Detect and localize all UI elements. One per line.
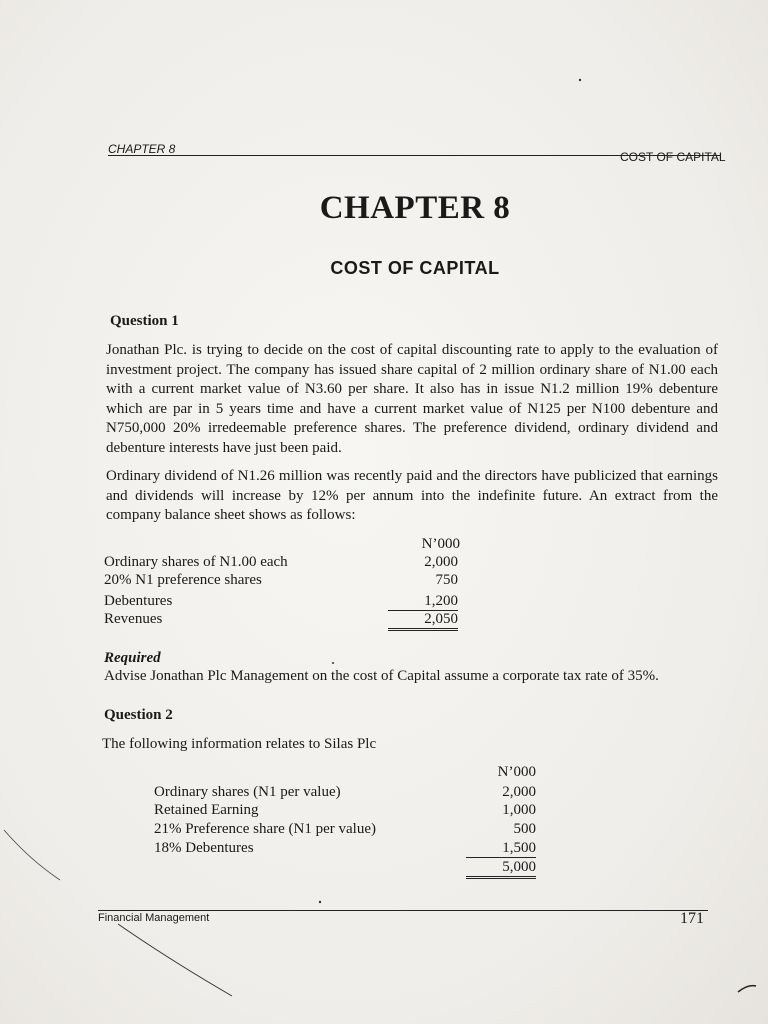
chapter-title: CHAPTER 8	[319, 190, 511, 226]
q2-row-value: 1,000	[502, 802, 536, 818]
q1-unit-header: N’000	[421, 536, 460, 552]
q2-total-value: 5,000	[466, 859, 536, 879]
q1-row-value: 750	[435, 572, 458, 588]
running-header-left: CHAPTER 8	[108, 142, 176, 156]
q1-row-value: 2,000	[424, 554, 458, 570]
required-heading: Required	[104, 650, 161, 666]
chapter-subtitle: COST OF CAPITAL	[330, 258, 500, 278]
required-instruction: Advise Jonathan Plc Management on the cost of Capital assume a corporate tax rate of 35%.	[104, 668, 659, 684]
q2-row-label: Retained Earning	[154, 802, 259, 818]
q2-unit-header: N’000	[497, 764, 536, 780]
page-number: 171	[680, 910, 704, 927]
q1-row-label: Debentures	[104, 593, 173, 609]
question-1-paragraph-1: Jonathan Plc. is trying to decide on the cost of capital discounting rate to apply to the evaluation of investment project. The company has issued share capital of 2 million ordinary share of N1.00 each with a current market value of N3.60 per share. It also has in issue N1.2 million 19% debenture which are par in 5 years time and have a current market value of N125 per N100 debenture and N750,000 20% irredeemable preference shares. The preference dividend, ordinary dividend and debenture interests have just been paid.	[106, 342, 718, 456]
q1-row-label: Revenues	[104, 611, 163, 627]
question-1-paragraph-2: Ordinary dividend of N1.26 million was recently paid and the directors have publicized that earnings and dividends will increase by 12% per annum into the indefinite future. An extract from the company balance sheet shows as follows:	[106, 468, 718, 523]
q2-row-label: 21% Preference share (N1 per value)	[154, 821, 376, 837]
q1-row-value: 2,050	[388, 611, 458, 631]
footer-book-title: Financial Management	[98, 912, 210, 924]
q1-row-label: Ordinary shares of N1.00 each	[104, 554, 288, 570]
running-header-right: COST OF CAPITAL	[620, 150, 726, 164]
q2-row-value: 2,000	[502, 784, 536, 800]
q2-row-label: Ordinary shares (N1 per value)	[154, 784, 341, 800]
q1-row-value: 1,200	[388, 593, 458, 611]
q2-row-value: 500	[513, 821, 536, 837]
q1-row-label: 20% N1 preference shares	[104, 572, 262, 588]
question-2-heading: Question 2	[104, 707, 173, 723]
question-1-heading: Question 1	[110, 313, 179, 329]
q2-row-label: 18% Debentures	[154, 840, 254, 856]
question-2-intro: The following information relates to Silas Plc	[102, 736, 377, 752]
q2-row-value: 1,500	[466, 840, 536, 858]
